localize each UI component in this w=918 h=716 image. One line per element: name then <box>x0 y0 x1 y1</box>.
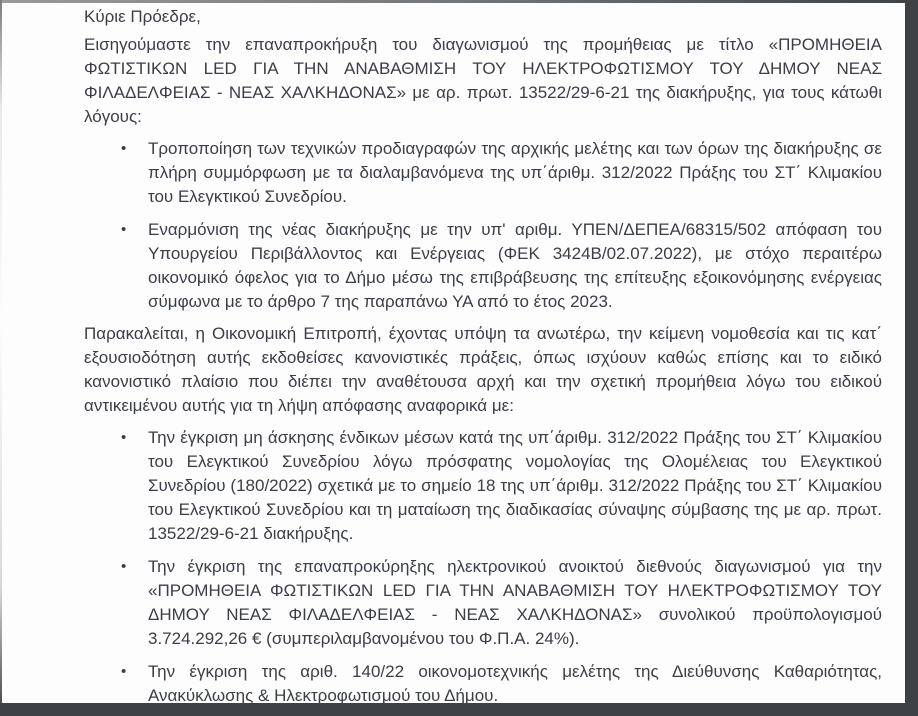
scan-border-left <box>0 0 2 716</box>
greeting-line: Κύριε Πρόεδρε, <box>84 7 201 26</box>
list-item-text: Την έγκριση της επαναπροκύρηξης ηλεκτρονικού ανοικτού διεθνούς διαγωνισμού για την «ΠΡΟΜΗΘΕΙΑ ΦΩΤΙΣΤΙΚΩΝ LED ΓΙΑ ΤΗΝ ΑΝΑΒΑΘΜΙΣΗ ΤΟΥ ΗΛΕΚΤΡΟΦΩΤΙΣΜΟΥ ΤΟΥ ΔΗΜΟΥ ΝΕΑΣ ΦΙΛΑΔΕΛΦΕΙΑΣ - ΝΕΑΣ ΧΑΛΚΗΔΟΝΑΣ» συνολικού προϋπολογισμού 3.724.292,26 € (συμπεριλαμβανομένου του Φ.Π.Α. 24%). <box>148 557 882 648</box>
document-page <box>0 3 905 703</box>
bullet-icon: • <box>121 558 127 575</box>
list-item-text: Την έγκριση μη άσκησης ένδικων μέσων κατά της υπ΄άριθμ. 312/2022 Πράξης του ΣΤ΄ Κλιμακίου του Ελεγκτικού Συνεδρίου λόγω πρόσφατης νομολογίας της Ολομέλειας του Ελεγκτικού Συνεδρίου (180/2022) σχετικά με το σημείο 18 της υπ΄άριθμ. 312/2022 Πράξης του ΣΤ΄ Κλιμακίου του Ελεγκτικού Συνεδρίου και τη ματαίωση της διαδικασίας σύναψης σύμβασης της με αρ. πρωτ. 13522/29-6-21 διακήρυξης. <box>148 428 882 543</box>
list-item <box>84 426 882 546</box>
bullet-icon: • <box>121 663 127 680</box>
approvals-list <box>84 426 882 703</box>
list-item-text: Την έγκριση της αριθ. 140/22 οικονομοτεχνικής μελέτης της Διεύθυνσης Καθαριότητας, Ανακύκλωσης & Ηλεκτροφωτισμού του Δήμου. <box>148 662 882 703</box>
reasons-list <box>84 137 882 314</box>
list-item <box>84 660 882 703</box>
request-paragraph: Παρακαλείται, η Οικονομική Επιτροπή, έχοντας υπόψη τα ανωτέρω, την κείμενη νομοθεσία και τις κατ΄ εξουσιοδότηση αυτής εκδοθείσες κανονιστικές πράξεις, όπως ισχύουν καθώς επίσης και το ειδικό κανονιστικό πλαίσιο που διέπει την αναθέτουσα αρχή και την σχετική προμήθεια λόγω του ειδικού αντικειμένου αυτής για τη λήψη απόφασης αναφορικά με: <box>84 324 882 415</box>
bullet-icon: • <box>121 140 127 157</box>
intro-paragraph: Εισηγούμαστε την επαναπροκήρυξη του διαγωνισμού της προμήθειας με τίτλο «ΠΡΟΜΗΘΕΙΑ ΦΩΤΙΣΤΙΚΩΝ LED ΓΙΑ ΤΗΝ ΑΝΑΒΑΘΜΙΣΗ ΤΟΥ ΗΛΕΚΤΡΟΦΩΤΙΣΜΟΥ ΤΟΥ ΔΗΜΟΥ ΝΕΑΣ ΦΙΛΑΔΕΛΦΕΙΑΣ - ΝΕΑΣ ΧΑΛΚΗΔΟΝΑΣ» με αρ. πρωτ. 13522/29-6-21 της διακήρυξης, για τους κάτωθι λόγους: <box>84 35 882 126</box>
bullet-icon: • <box>121 429 127 446</box>
list-item-text: Εναρμόνιση της νέας διακήρυξης με την υπ' αριθμ. ΥΠΕΝ/ΔΕΠΕΑ/68315/502 απόφαση του Υπουργείου Περιβάλλοντος και Ενέργειας (ΦΕΚ 3424Β/02.07.2022), με στόχο περαιτέρω οικονομικό όφελος για το Δήμο μέσω της επιβράβευσης της επίτευξης εξοικονόμησης ενέργειας σύμφωνα με το άρθρο 7 της παραπάνω ΥΑ από το έτος 2023. <box>148 220 882 311</box>
list-item-text: Τροποποίηση των τεχνικών προδιαγραφών της αρχικής μελέτης και των όρων της διακήρυξης σε πλήρη συμμόρφωση με τα διαλαμβανόμενα της υπ΄άριθμ. 312/2022 Πράξης του ΣΤ΄ Κλιμακίου του Ελεγκτικού Συνεδρίου. <box>148 139 882 206</box>
bullet-icon: • <box>121 221 127 238</box>
scan-border-right <box>905 0 918 716</box>
list-item <box>84 137 882 209</box>
list-item <box>84 555 882 651</box>
list-item <box>84 218 882 314</box>
scan-border-bottom <box>0 703 918 716</box>
scan-border-top <box>0 0 918 3</box>
